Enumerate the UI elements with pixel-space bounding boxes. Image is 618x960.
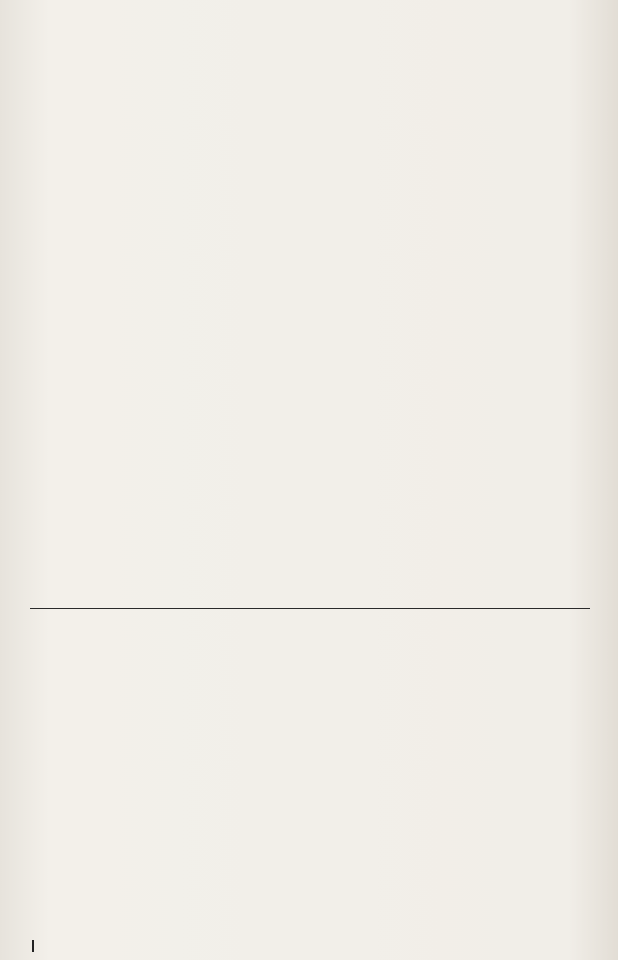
page-footer [26, 940, 40, 952]
section-divider [30, 608, 590, 609]
upper-text-block [16, 6, 596, 598]
footer-separator [32, 940, 34, 952]
lower-text-block [28, 620, 548, 938]
